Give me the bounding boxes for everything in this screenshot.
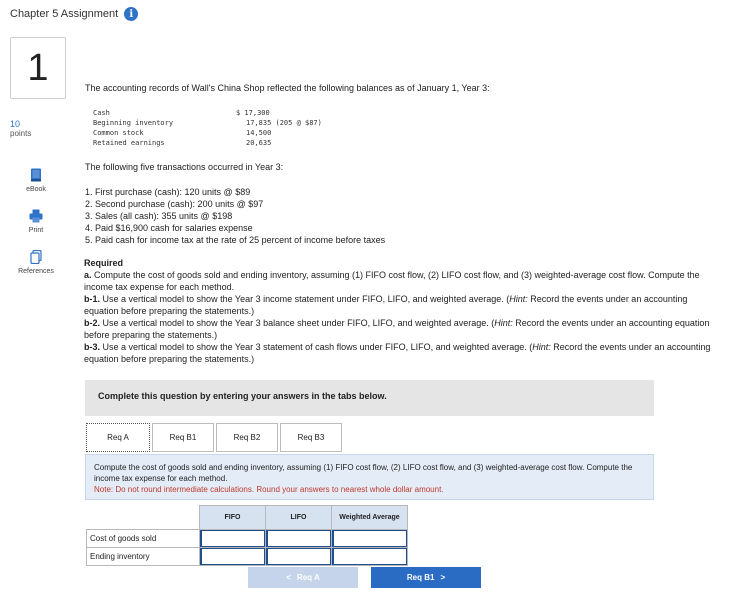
complete-instruction-text: Complete this question by entering your answers in the tabs below. xyxy=(98,391,387,401)
balance-row: Cash $ 17,300 xyxy=(93,109,270,117)
answer-table xyxy=(86,505,408,566)
rounding-note: Note: Do not round intermediate calculations. Round your answers to nearest whole dollar amount. xyxy=(94,485,444,494)
cogs-weighted-input[interactable] xyxy=(332,530,407,547)
ending-inventory-fifo-cell xyxy=(200,548,266,566)
balance-row: Beginning inventory 17,835 (205 @ $87) xyxy=(93,119,322,127)
transactions-list xyxy=(85,186,385,246)
chevron-right-icon: > xyxy=(440,573,446,582)
column-header-fifo: FIFO xyxy=(200,506,266,530)
cogs-fifo-input[interactable] xyxy=(200,530,265,547)
ending-inventory-lifo-cell xyxy=(266,548,332,566)
print-label: Print xyxy=(28,227,44,234)
ending-inventory-weighted-cell xyxy=(332,548,408,566)
tab-req-b1[interactable]: Req B1 xyxy=(152,423,214,452)
cogs-weighted-cell xyxy=(332,530,408,548)
chevron-left-icon: < xyxy=(286,573,291,582)
points-info xyxy=(10,119,31,139)
next-req-button[interactable] xyxy=(371,567,481,588)
balance-row: Common stock 14,500 xyxy=(93,129,272,137)
tab-req-a[interactable]: Req A xyxy=(86,423,150,452)
required-title: Required xyxy=(84,258,124,268)
req-a-instruction-text: Compute the cost of goods sold and ending inventory, assuming (1) FIFO cost flow, (2) LIFO cost flow, and (3) weighted-average cost flow. Compute the income tax expense for each method. xyxy=(94,463,633,483)
prev-req-button[interactable] xyxy=(248,567,358,588)
table-row xyxy=(87,530,408,548)
required-item-b3: b-3. Use a vertical model to show the Year 3 statement of cash flows under FIFO, LIFO, and weighted average. (Hint: Record the events under an accounting equation before preparing the statements.) xyxy=(84,342,711,364)
required-item-a: a. Compute the cost of goods sold and ending inventory, assuming (1) FIFO cost flow, (2) LIFO cost flow, and (3) weighted-average cost flow. Compute the income tax expense for each method. xyxy=(84,270,700,292)
ending-inventory-fifo-input[interactable] xyxy=(200,548,265,565)
column-header-lifo: LIFO xyxy=(266,506,332,530)
transaction-item: 3. Sales (all cash): 355 units @ $198 xyxy=(85,211,233,221)
balance-table xyxy=(93,108,396,148)
req-a-instructions xyxy=(85,454,654,500)
ebook-icon xyxy=(30,168,42,182)
references-label: References xyxy=(18,268,54,275)
question-number: 1 xyxy=(10,37,66,99)
balance-row: Retained earnings 20,635 xyxy=(93,139,272,147)
points-value: 10 xyxy=(10,119,21,129)
ending-inventory-lifo-input[interactable] xyxy=(266,548,331,565)
print-tool[interactable] xyxy=(10,209,62,234)
row-label-ending-inventory: Ending inventory xyxy=(87,548,200,566)
transaction-item: 1. First purchase (cash): 120 units @ $89 xyxy=(85,187,251,197)
print-icon xyxy=(29,209,43,223)
cogs-lifo-cell xyxy=(266,530,332,548)
transaction-item: 2. Second purchase (cash): 200 units @ $97 xyxy=(85,199,264,209)
cogs-lifo-input[interactable] xyxy=(266,530,331,547)
required-item-b2: b-2. Use a vertical model to show the Year 3 balance sheet under FIFO, LIFO, and weighted average. (Hint: Record the events under an accounting equation before preparing the statements.) xyxy=(84,318,710,340)
ebook-tool[interactable] xyxy=(10,168,62,193)
tab-req-b3[interactable]: Req B3 xyxy=(280,423,342,452)
required-section xyxy=(84,257,718,365)
transaction-item: 4. Paid $16,900 cash for salaries expense xyxy=(85,223,253,233)
ebook-label: eBook xyxy=(26,186,46,193)
points-label: points xyxy=(10,129,32,138)
cogs-fifo-cell xyxy=(200,530,266,548)
required-item-b1: b-1. Use a vertical model to show the Year 3 income statement under FIFO, LIFO, and weighted average. (Hint: Record the events under an accounting equation before preparing the statements.) xyxy=(84,294,688,316)
complete-instruction-bar xyxy=(85,380,654,416)
info-icon[interactable]: i xyxy=(124,7,138,21)
assignment-header xyxy=(10,6,138,22)
header-blank-cell xyxy=(87,506,200,530)
row-label-cost-of-goods-sold: Cost of goods sold xyxy=(87,530,200,548)
assignment-title: Chapter 5 Assignment xyxy=(10,8,119,20)
transaction-item: 5. Paid cash for income tax at the rate of 25 percent of income before taxes xyxy=(85,235,386,245)
problem-intro: The accounting records of Wall's China Shop reflected the following balances as of January 1, Year 3: xyxy=(85,83,490,93)
references-tool[interactable] xyxy=(10,250,62,275)
next-req-label: Req B1 xyxy=(406,573,435,582)
tab-req-b2[interactable]: Req B2 xyxy=(216,423,278,452)
column-header-weighted-average: Weighted Average xyxy=(332,506,408,530)
prev-req-label: Req A xyxy=(296,573,320,582)
references-icon xyxy=(30,250,42,264)
table-row xyxy=(87,548,408,566)
answer-table-header xyxy=(87,506,408,530)
ending-inventory-weighted-input[interactable] xyxy=(332,548,407,565)
transactions-intro: The following five transactions occurred in Year 3: xyxy=(85,162,284,172)
